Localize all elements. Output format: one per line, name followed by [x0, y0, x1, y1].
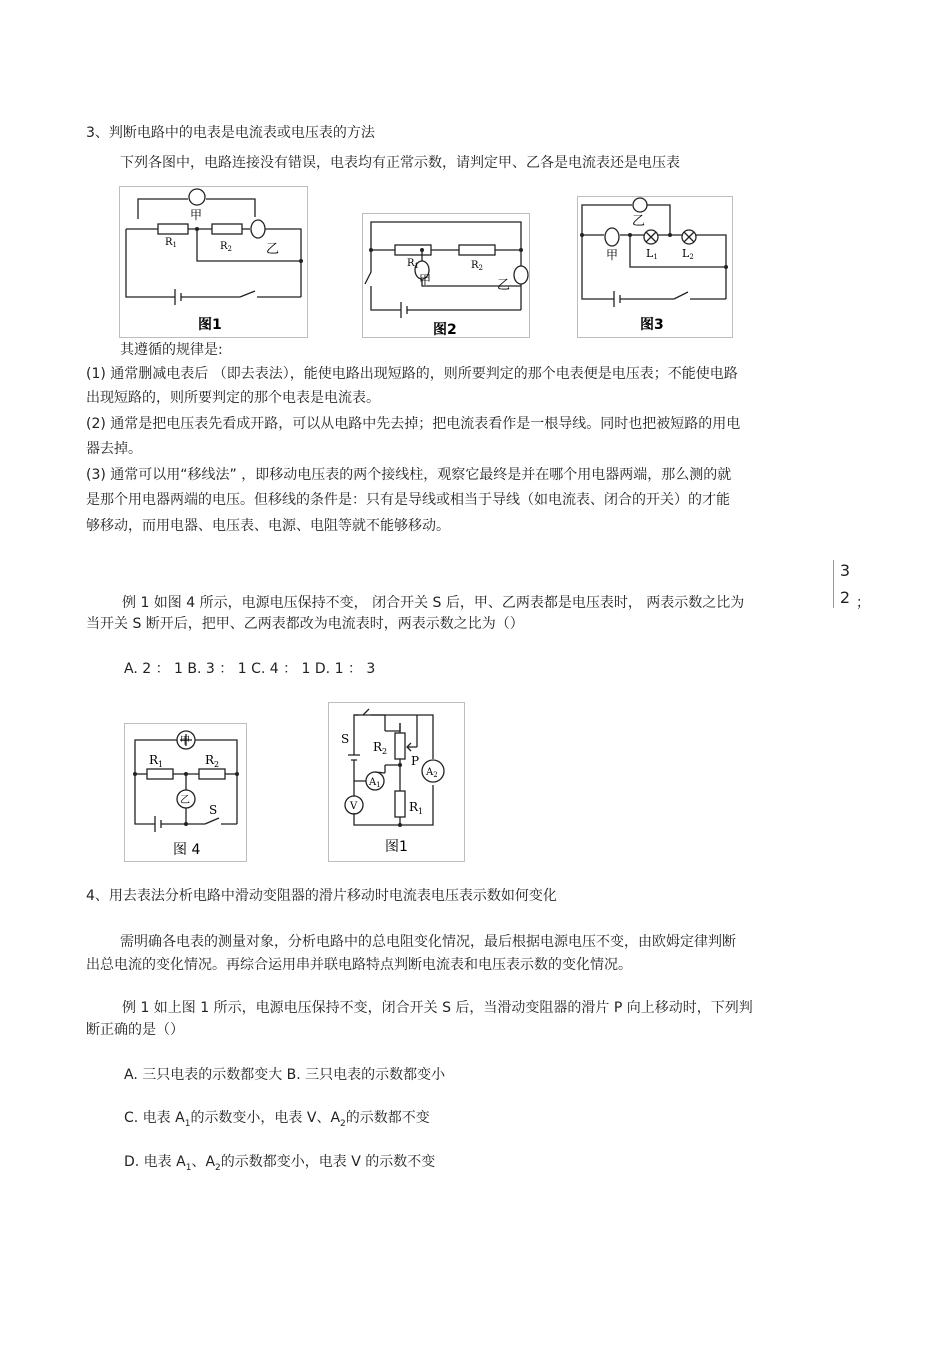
rule-2-line-2: 器去掉。	[86, 441, 142, 457]
section4-para-line-1: 需明确各电表的测量对象，分析电路中的总电阻变化情况，最后根据电源电压不变，由欧姆定律判断	[120, 934, 736, 950]
meter-label-jia: 甲	[606, 248, 619, 262]
fraction-denominator: 2	[839, 588, 851, 607]
example1-line-2: 当开关 S 断开后，把甲、乙两表都改为电流表时，两表示数之比为（）	[86, 616, 524, 632]
circuit-figure-1	[119, 186, 308, 338]
rheostat-label: $R_2$	[373, 740, 388, 756]
section4-example-line-2: 断正确的是（）	[86, 1022, 184, 1038]
lamp-label: L1	[646, 247, 658, 261]
resistor-label: $R_2$	[205, 753, 220, 769]
rule-3-line-3: 够移动，而用电器、电压表、电源、电阻等就不能够移动。	[86, 518, 450, 534]
rule-2-line-1: (2) 通常是把电压表先看成开路，可以从电路中先去掉；把电流表看作是一根导线。同时也把被短路的用电	[86, 416, 741, 432]
meter-label-yi: 乙	[180, 795, 190, 806]
meter-label-jia: 甲	[419, 273, 432, 287]
example1-options: A. 2 ： 1 B. 3 ： 1 C. 4 ： 1 D. 1 ： 3	[124, 661, 376, 677]
circuit-figure-1b	[328, 702, 465, 862]
lamp-label: L2	[682, 247, 694, 261]
resistor-label: $R_1$	[409, 800, 424, 816]
section4-para-line-2: 出总电流的变化情况。再综合运用串并联电路特点判断电流表和电压表示数的变化情况。	[86, 957, 632, 973]
option-a-b: A. 三只电表的示数都变大 B. 三只电表的示数都变小	[124, 1067, 446, 1083]
rules-title: 其遵循的规律是:	[120, 342, 223, 358]
slider-label: P	[411, 754, 420, 768]
figure-caption: 图1	[385, 839, 408, 855]
example1-semicolon: ；	[856, 595, 870, 611]
section3-intro: 下列各图中，电路连接没有错误，电表均有正常示数，请判定甲、乙各是电流表还是电压表	[120, 155, 680, 171]
rule-1-line-1: (1) 通常删减电表后 （即去表法），能使电路出现短路的，则所要判定的那个电表便是电压表；不能使电路	[86, 366, 738, 382]
option-c: C. 电表 $A_1$的示数变小，电表 V、$A_2$的示数都不变	[124, 1110, 430, 1129]
resistor-label: $R_1$	[165, 237, 177, 249]
section4-example-line-1: 例 1 如上图 1 所示，电源电压保持不变，闭合开关 S 后，当滑动变阻器的滑片 P 向上移动时，下列判	[122, 1000, 753, 1016]
figure-caption: 图3	[640, 317, 664, 333]
switch-label: S	[341, 732, 350, 746]
rule-1-line-2: 出现短路的，则所要判定的那个电表是电流表。	[86, 390, 380, 406]
figure-caption: 图1	[198, 317, 222, 333]
section4-heading: 4、用去表法分析电路中滑动变阻器的滑片移动时电流表电压表示数如何变化	[86, 888, 557, 904]
fraction-numerator: 3	[839, 561, 851, 580]
meter-label-yi: 乙	[497, 278, 511, 293]
section3-heading: 3、判断电路中的电表是电流表或电压表的方法	[86, 125, 375, 141]
resistor-label: $R_1$	[149, 753, 164, 769]
rule-3-line-1: (3) 通常可以用“移线法” ，即移动电压表的两个接线柱，观察它最终是并在哪个用电器两端，那么测的就	[86, 467, 732, 483]
switch-label: S	[209, 803, 218, 817]
rule-3-line-2: 是那个用电器两端的电压。但移线的条件是：只有是导线或相当于导线（如电流表、闭合的开关）的才能	[86, 492, 730, 508]
option-d: D. 电表 $A_1$、$A_2$的示数都变小，电表 V 的示数不变	[124, 1154, 436, 1173]
meter-label-yi: 乙	[266, 242, 280, 257]
resistor-label: $R_2$	[220, 241, 232, 253]
ammeter-a1-label: $A_1$	[369, 777, 381, 789]
figure-caption: 图 4	[173, 842, 201, 858]
meter-label-jia: 甲	[190, 208, 203, 222]
ammeter-a2-label: $A_2$	[426, 767, 438, 779]
figure-caption: 图2	[433, 322, 457, 337]
resistor-label: $R_2$	[471, 260, 483, 272]
circuit-figure-3	[577, 196, 733, 338]
meter-label-yi: 乙	[632, 214, 646, 229]
circuit-figure-4	[124, 723, 247, 862]
example1-line-1: 例 1 如图 4 所示，电源电压保持不变， 闭合开关 S 后，甲、乙两表都是电压表时， 两表示数之比为	[122, 595, 745, 611]
circuit-figure-2	[362, 213, 530, 338]
resistor-label: $R_1$	[407, 258, 419, 270]
voltmeter-label: V	[350, 801, 358, 812]
meter-label-jia: 甲	[180, 736, 190, 747]
